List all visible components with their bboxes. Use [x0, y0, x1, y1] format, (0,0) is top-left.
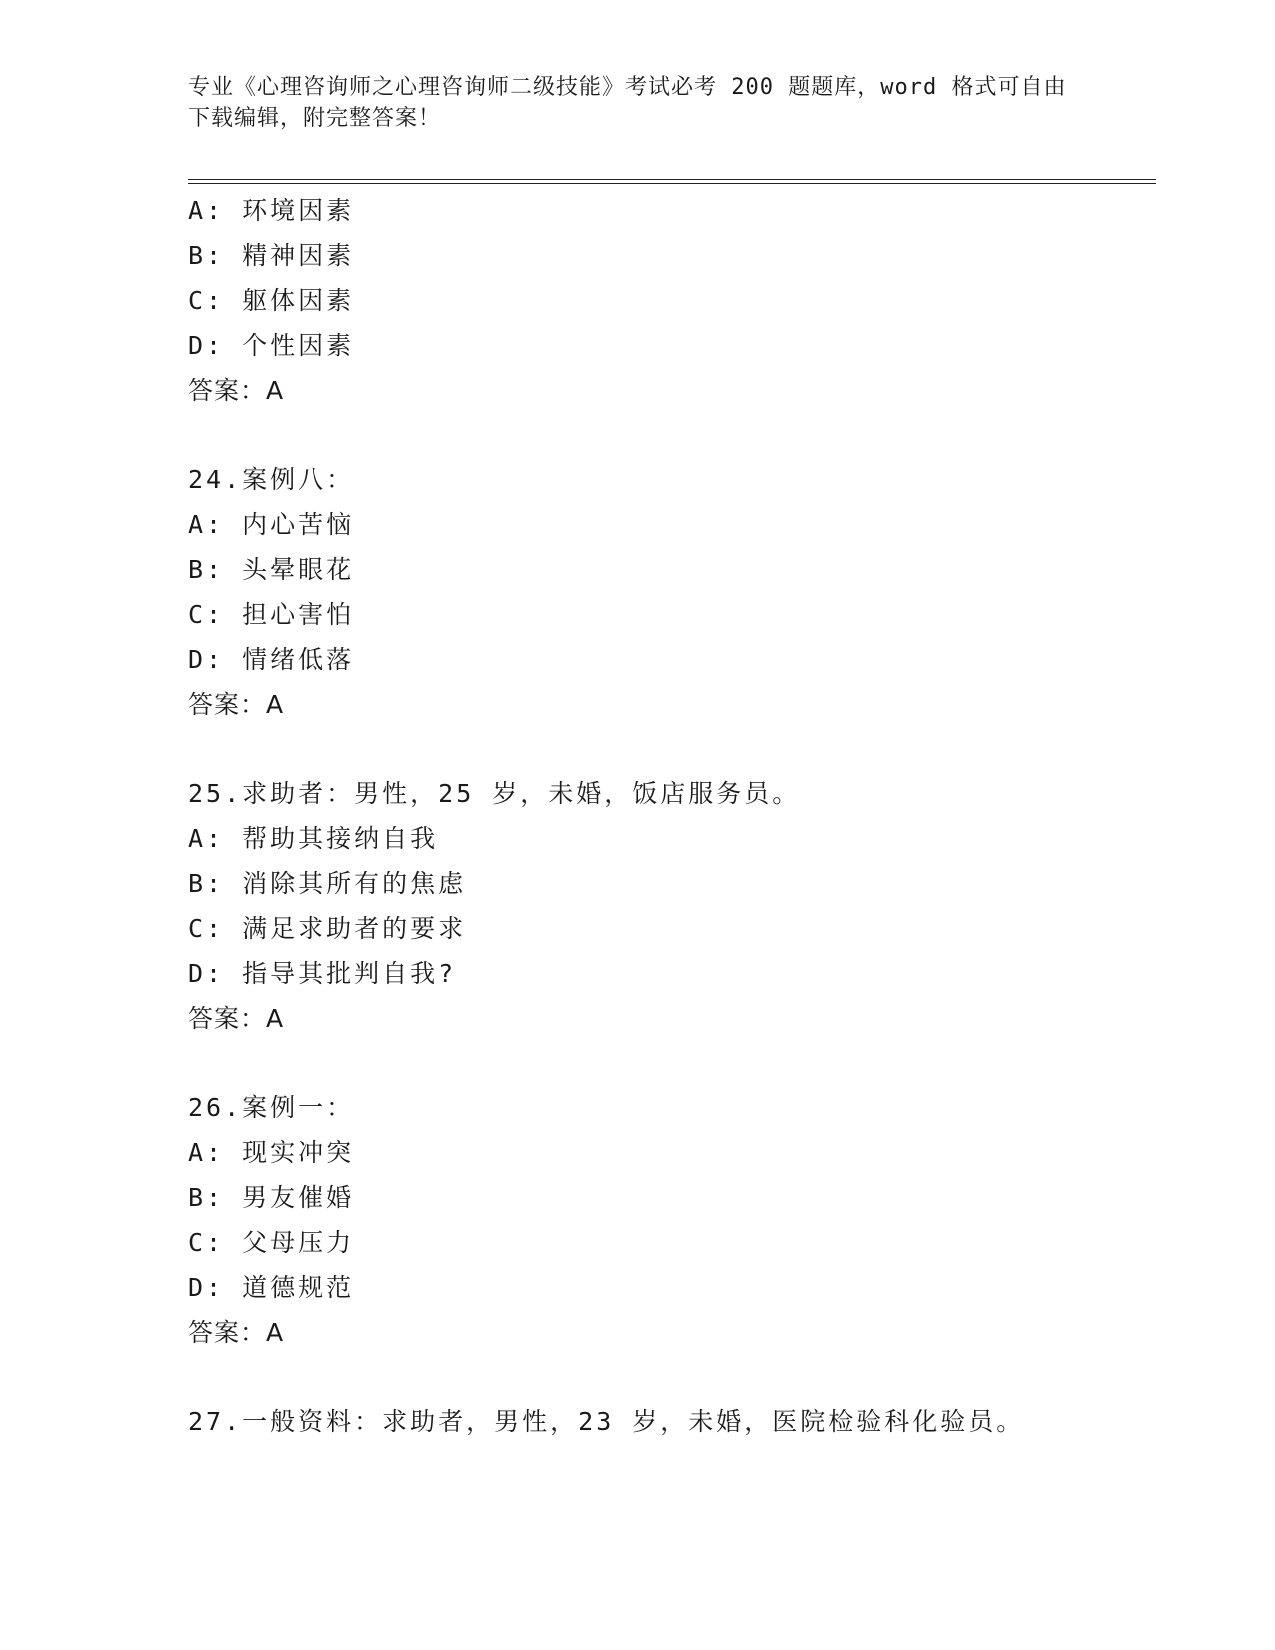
q25-title: 25.求助者：男性，25 岁，未婚，饭店服务员。	[188, 779, 801, 808]
q24-option-c: C: 担心害怕	[188, 600, 355, 629]
document-header: 专业《心理咨询师之心理咨询师二级技能》考试必考 200 题题库，word 格式可自由下载编辑，附完整答案！	[188, 75, 1067, 131]
q26-option-a: A: 现实冲突	[188, 1138, 355, 1167]
q25-answer: 答案：A	[188, 1004, 285, 1033]
q24-option-b: B: 头晕眼花	[188, 555, 355, 584]
q23-option-c: C: 躯体因素	[188, 286, 355, 315]
q27-title: 27.一般资料：求助者，男性，23 岁，未婚，医院检验科化验员。	[188, 1407, 1025, 1436]
q23-option-a: A: 环境因素	[188, 196, 355, 225]
q26-option-b: B: 男友催婚	[188, 1183, 355, 1212]
header-divider-top	[188, 179, 1156, 180]
q23-option-d: D: 个性因素	[188, 331, 355, 360]
q25-option-d: D: 指导其批判自我?	[188, 959, 457, 988]
q23-option-b: B: 精神因素	[188, 241, 355, 270]
q24-answer: 答案：A	[188, 690, 285, 719]
q24-title: 24.案例八：	[188, 465, 355, 494]
q24-option-a: A: 内心苦恼	[188, 510, 355, 539]
q26-option-d: D: 道德规范	[188, 1273, 355, 1302]
q26-answer: 答案：A	[188, 1318, 285, 1347]
q23-answer: 答案：A	[188, 376, 285, 405]
q25-option-a: A: 帮助其接纳自我	[188, 824, 439, 853]
q26-option-c: C: 父母压力	[188, 1228, 355, 1257]
q25-option-b: B: 消除其所有的焦虑	[188, 869, 467, 898]
q24-option-d: D: 情绪低落	[188, 645, 355, 674]
q25-option-c: C: 满足求助者的要求	[188, 914, 467, 943]
header-divider-bottom	[188, 183, 1156, 184]
q26-title: 26.案例一：	[188, 1093, 355, 1122]
